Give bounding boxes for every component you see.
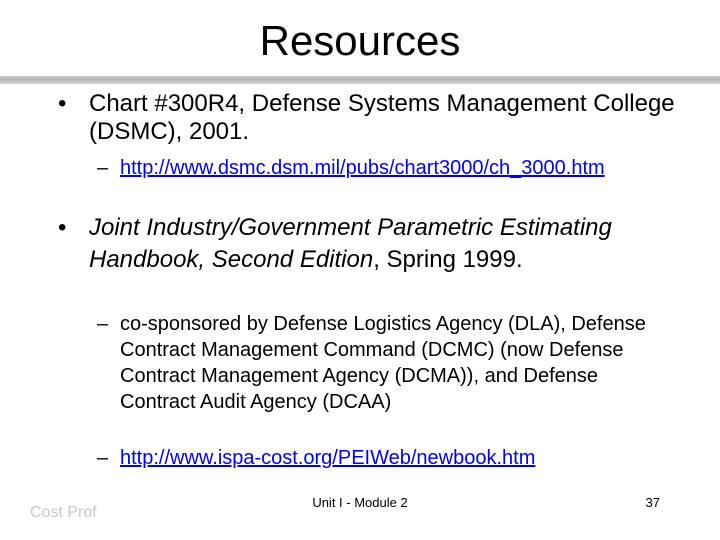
handbook-title: Joint Industry/Government Parametric Estimating Handbook, Second Edition bbox=[89, 214, 612, 273]
dsmc-chart-link[interactable]: http://www.dsmc.dsm.mil/pubs/chart3000/ch_3000.htm bbox=[120, 157, 605, 179]
bullet-text: Chart #300R4, Defense Systems Management College (DSMC), 2001. bbox=[89, 90, 675, 145]
sub-bullet-link-container bbox=[120, 155, 668, 181]
sub-bullet-link-container bbox=[120, 445, 680, 471]
bullet-text bbox=[89, 212, 679, 276]
page-number: 37 bbox=[645, 495, 660, 510]
sub-bullet-dash: – bbox=[97, 447, 109, 469]
title-divider bbox=[0, 76, 720, 84]
sub-bullet-dash: – bbox=[97, 313, 109, 335]
footer-center-text: Unit I - Module 2 bbox=[312, 495, 408, 510]
bullet-text-rest: , Spring 1999. bbox=[373, 246, 523, 273]
ispa-handbook-link[interactable]: http://www.ispa-cost.org/PEIWeb/newbook.htm bbox=[120, 447, 536, 469]
sub-bullet-text: co-sponsored by Defense Logistics Agency (DLA), Defense Contract Management Command (DCMC) (now Defense Contract Management Agency (DCMA)), and Defense Contract Audit Agency (DCAA) bbox=[120, 313, 646, 413]
sub-bullet-dash: – bbox=[97, 157, 109, 179]
bullet-marker: • bbox=[58, 214, 67, 241]
footer-left-text: Cost Prof bbox=[30, 504, 97, 521]
bullet-marker: • bbox=[58, 90, 67, 117]
slide-title: Resources bbox=[259, 17, 461, 64]
